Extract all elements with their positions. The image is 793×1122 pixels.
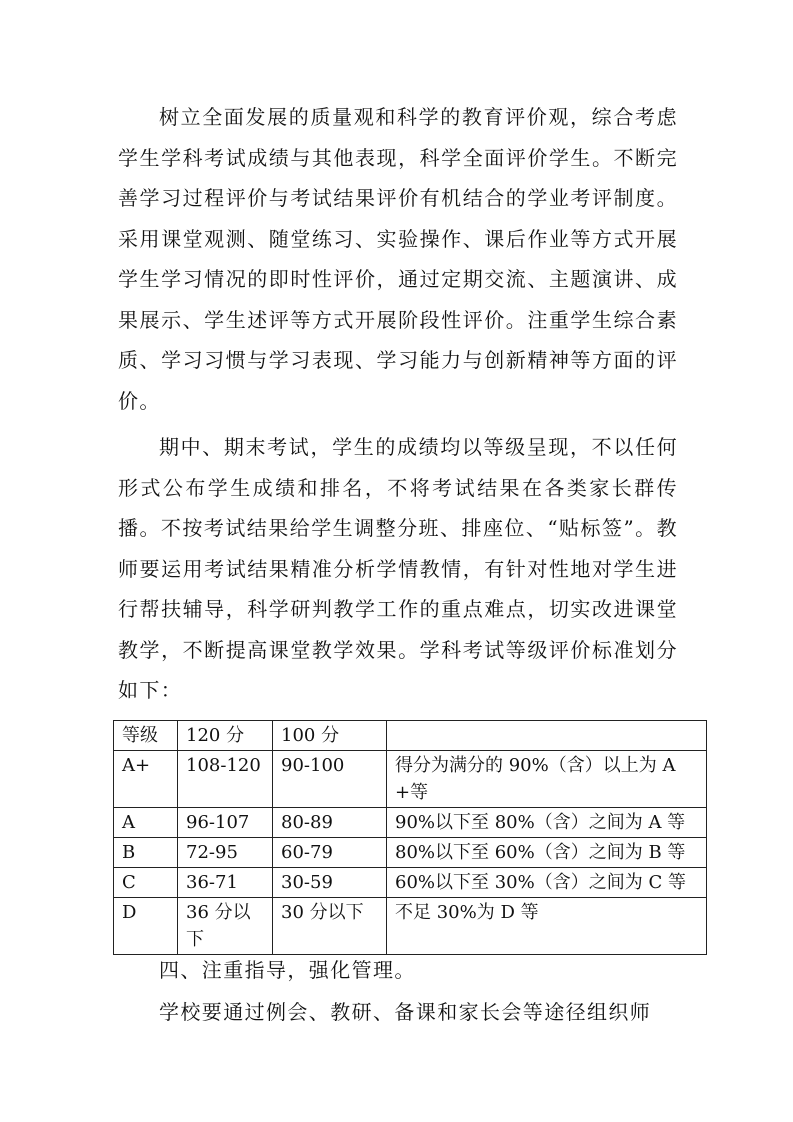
table-cell: C [114, 868, 178, 898]
table-cell: 30-59 [273, 868, 387, 898]
table-cell: 36-71 [178, 868, 273, 898]
table-row [114, 898, 707, 955]
section-heading-guidance: 四、注重指导，强化管理。 [159, 958, 416, 982]
table-cell: B [114, 838, 178, 868]
table-cell: 72-95 [178, 838, 273, 868]
paragraph-evaluation-view: 树立全面发展的质量观和科学的教育评价观，综合考虑学生学科考试成绩与其他表现，科学全面评价学生。不断完善学习过程评价与考试结果评价有机结合的学业考评制度。采用课堂观测、随堂练习、实验操作、课后作业等方式开展学生学习情况的即时性评价，通过定期交流、主题演讲、成果展示、学生述评等方式开展阶段性评价。注重学生综合素质、学习习惯与学习表现、学习能力与创新精神等方面的评价。 [118, 105, 678, 413]
header-cell-description [387, 721, 707, 751]
table-cell: A [114, 808, 178, 838]
table-row [114, 838, 707, 868]
table-cell: 90-100 [273, 751, 387, 808]
table-cell: 90%以下至 80%（含）之间为 A 等 [387, 808, 707, 838]
table-cell: 96-107 [178, 808, 273, 838]
grade-standard-table [113, 720, 707, 955]
table-header-row [114, 721, 707, 751]
table-row [114, 868, 707, 898]
table-cell: 60%以下至 30%（含）之间为 C 等 [387, 868, 707, 898]
table-row [114, 808, 707, 838]
table-row [114, 751, 707, 808]
paragraph-school-organization: 学校要通过例会、教研、备课和家长会等途径组织师 [159, 1000, 652, 1024]
table-cell: 60-79 [273, 838, 387, 868]
table-cell: 30 分以下 [273, 898, 387, 955]
table-cell: 得分为满分的 90%（含）以上为 A+等 [387, 751, 707, 808]
table-cell: 不足 30%为 D 等 [387, 898, 707, 955]
paragraph-exam-grading: 期中、期末考试，学生的成绩均以等级呈现，不以任何形式公布学生成绩和排名，不将考试结果在各类家长群传播。不按考试结果给学生调整分班、排座位、“贴标签”。教师要运用考试结果精准分析学情教情，有针对性地对学生进行帮扶辅导，科学研判教学工作的重点难点，切实改进课堂教学，不断提高课堂教学效果。学科考试等级评价标准划分如下： [118, 435, 678, 702]
header-cell-120: 120 分 [178, 721, 273, 751]
header-cell-grade: 等级 [114, 721, 178, 751]
header-cell-100: 100 分 [273, 721, 387, 751]
table-cell: A+ [114, 751, 178, 808]
table-cell: 80%以下至 60%（含）之间为 B 等 [387, 838, 707, 868]
table-cell: 36 分以下 [178, 898, 273, 955]
table-cell: 108-120 [178, 751, 273, 808]
table-cell: D [114, 898, 178, 955]
table-cell: 80-89 [273, 808, 387, 838]
